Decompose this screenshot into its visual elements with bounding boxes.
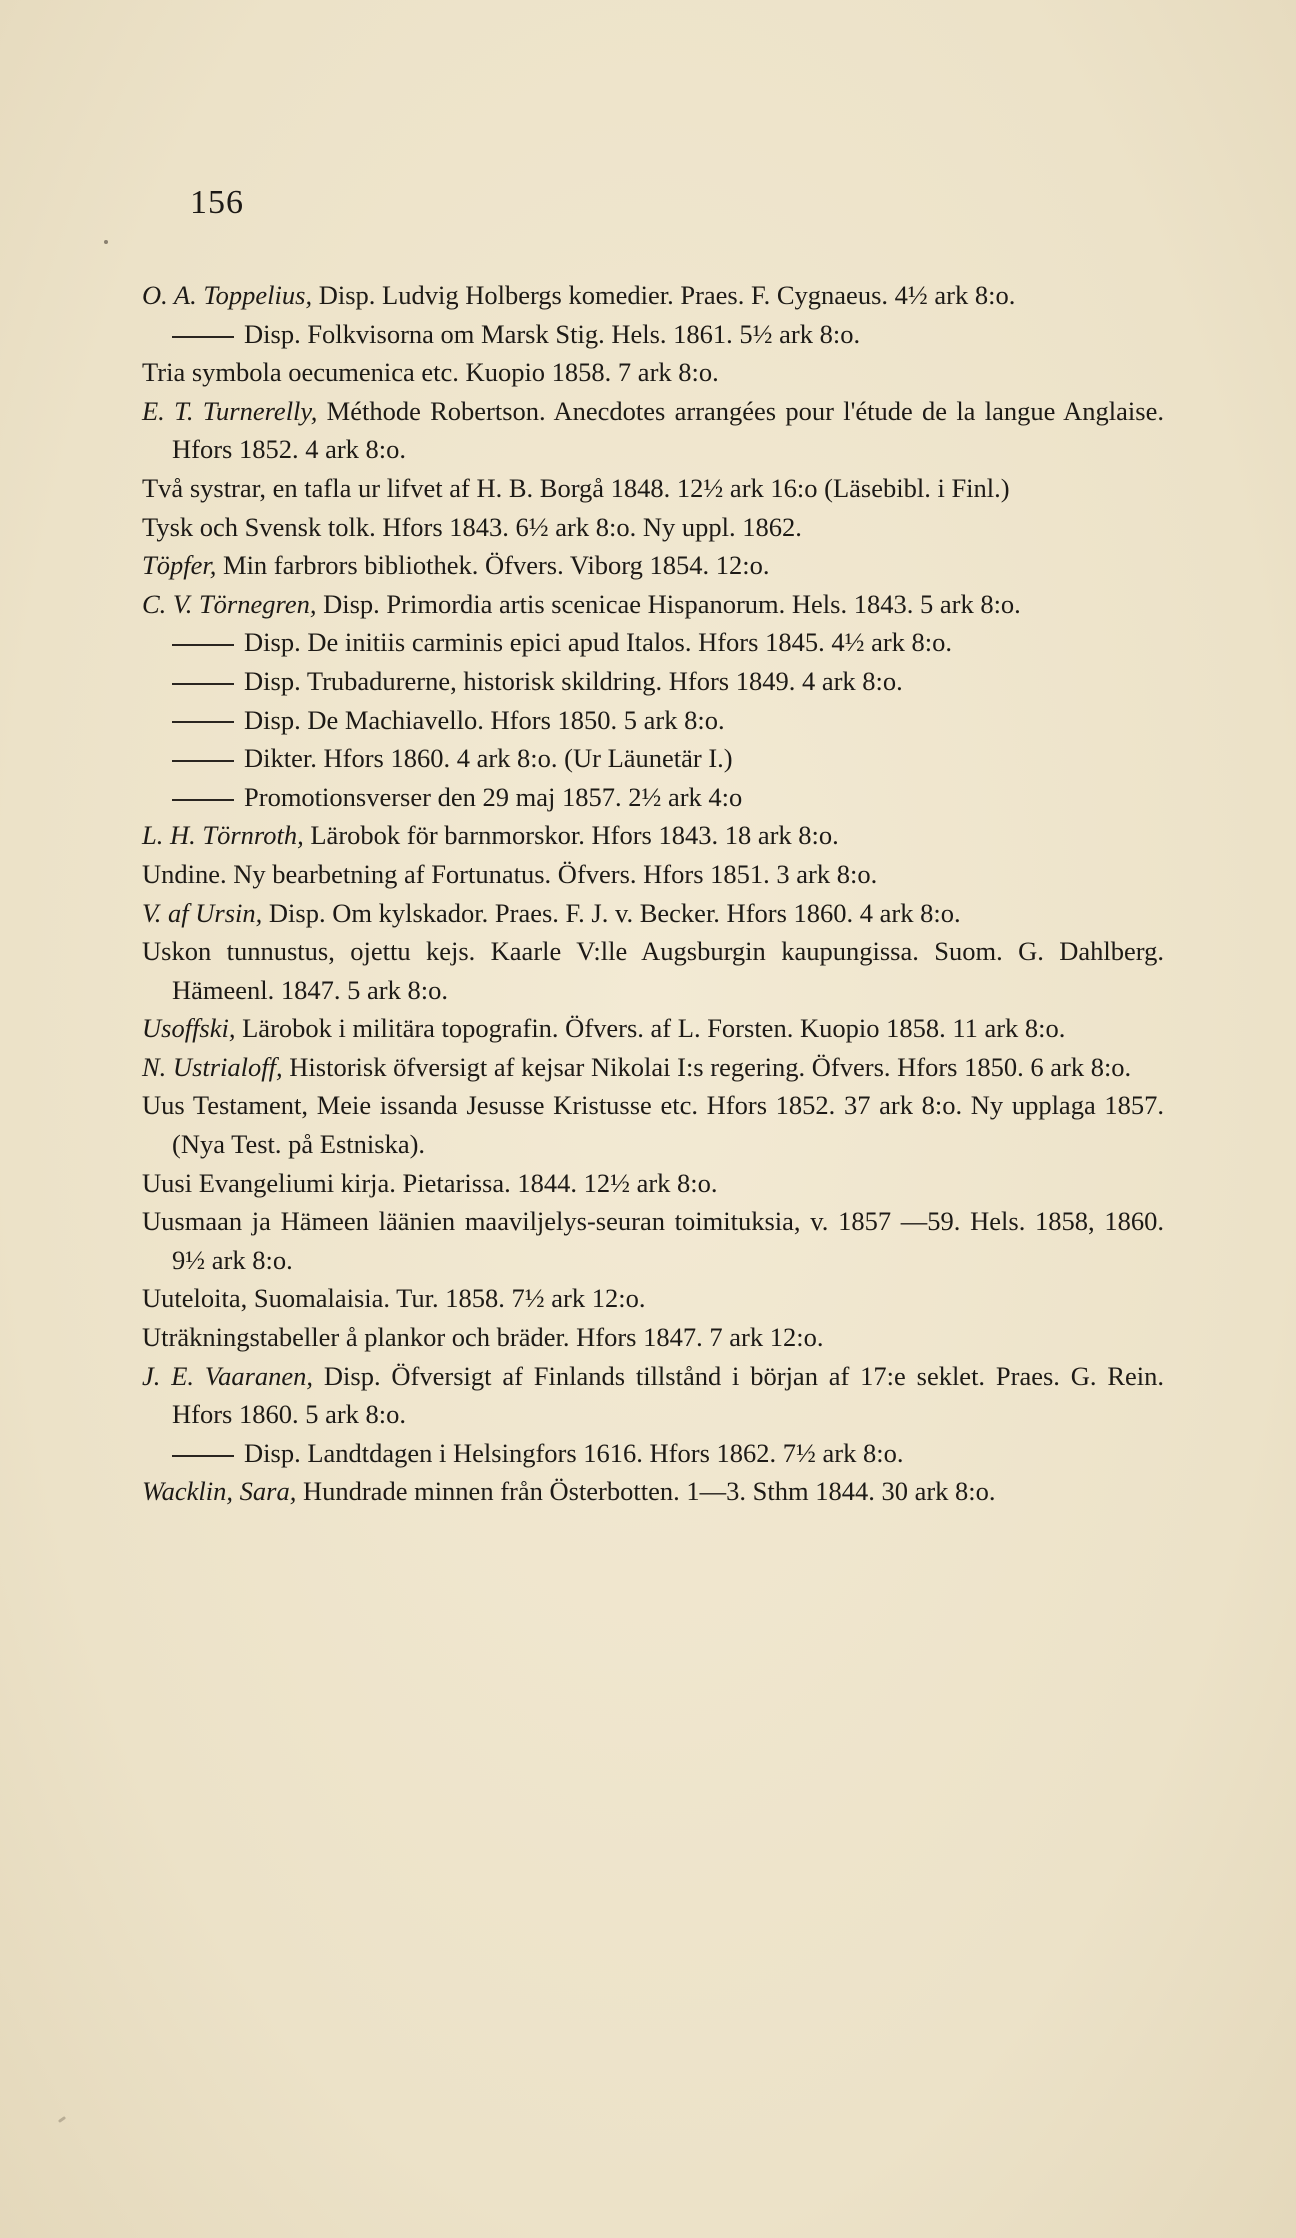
- entry-text: Disp. Öfversigt af Finlands tillstånd i början af 17:e seklet. Praes. G. Rein. Hfors 1860. 5 ark 8:o.: [172, 1360, 1164, 1430]
- entry-author: Usoffski,: [142, 1013, 236, 1044]
- bibliography-entry: [142, 1318, 1164, 1357]
- ditto-dash: [172, 644, 234, 646]
- entry-text: Disp. Primordia artis scenicae Hispanorum. Hels. 1843. 5 ark 8:o.: [323, 588, 1021, 619]
- bibliography-entry: [142, 315, 1164, 354]
- bibliography-entry: [142, 1048, 1164, 1087]
- bibliography-entry: [142, 469, 1164, 508]
- print-speck: [104, 240, 108, 244]
- ditto-dash: [172, 721, 234, 723]
- bibliography-entry: [142, 1164, 1164, 1203]
- entry-author: V. af Ursin,: [142, 897, 263, 928]
- bibliography-entry: [142, 778, 1164, 817]
- entry-author: Wacklin, Sara,: [142, 1476, 297, 1507]
- bibliography-entry: [142, 585, 1164, 624]
- bibliography-entry: [142, 546, 1164, 585]
- bibliography-entry: [142, 1009, 1164, 1048]
- entry-author: E. T. Turnerelly,: [142, 395, 318, 426]
- paper-smudge: [58, 2116, 66, 2123]
- bibliography-entry: [142, 662, 1164, 701]
- ditto-dash: [172, 799, 234, 801]
- bibliography-entry: [142, 1202, 1164, 1279]
- bibliography-entry: [142, 623, 1164, 662]
- entry-text: Disp. Trubadurerne, historisk skildring. Hfors 1849. 4 ark 8:o.: [244, 665, 903, 696]
- entry-text: Min farbrors bibliothek. Öfvers. Viborg 1854. 12:o.: [223, 550, 770, 581]
- bibliography-entry: [142, 1357, 1164, 1434]
- bibliography-entry: [142, 816, 1164, 855]
- entry-text: Disp. Landtdagen i Helsingfors 1616. Hfors 1862. 7½ ark 8:o.: [244, 1437, 904, 1468]
- bibliography-entry: [142, 353, 1164, 392]
- entry-text: Historisk öfversigt af kejsar Nikolai I:s regering. Öfvers. Hfors 1850. 6 ark 8:o.: [289, 1051, 1132, 1082]
- entry-text: Disp. De Machiavello. Hfors 1850. 5 ark 8:o.: [244, 704, 725, 735]
- bibliography-entry: [142, 1279, 1164, 1318]
- bibliography-entry: [142, 508, 1164, 547]
- entry-author: N. Ustrialoff,: [142, 1051, 283, 1082]
- entry-text: Lärobok i militära topografin. Öfvers. af L. Forsten. Kuopio 1858. 11 ark 8:o.: [242, 1013, 1066, 1044]
- entry-text: Uuteloita, Suomalaisia. Tur. 1858. 7½ ark 12:o.: [142, 1283, 646, 1314]
- entry-author: J. E. Vaaranen,: [142, 1360, 314, 1391]
- entry-author: C. V. Törnegren,: [142, 588, 317, 619]
- entry-text: Dikter. Hfors 1860. 4 ark 8:o. (Ur Läunetär I.): [244, 743, 733, 774]
- bibliography-entry: [142, 1434, 1164, 1473]
- entry-text: Hundrade minnen från Österbotten. 1—3. Sthm 1844. 30 ark 8:o.: [302, 1476, 996, 1507]
- bibliography-entry: [142, 1086, 1164, 1163]
- entry-text: Undine. Ny bearbetning af Fortunatus. Öfvers. Hfors 1851. 3 ark 8:o.: [142, 858, 878, 889]
- entry-text: Lärobok för barnmorskor. Hfors 1843. 18 ark 8:o.: [310, 820, 839, 851]
- entry-text: Uusmaan ja Hämeen läänien maaviljelys-seuran toimituksia, v. 1857 —59. Hels. 1858, 1860. 9½ ark 8:o.: [142, 1206, 1164, 1275]
- ditto-dash: [172, 1455, 234, 1457]
- ditto-dash: [172, 683, 234, 685]
- bibliography-entry: [142, 739, 1164, 778]
- entry-text: Tysk och Svensk tolk. Hfors 1843. 6½ ark 8:o. Ny uppl. 1862.: [142, 511, 802, 542]
- entry-text: Uträkningstabeller å plankor och bräder. Hfors 1847. 7 ark 12:o.: [142, 1322, 824, 1353]
- entry-text: Tria symbola oecumenica etc. Kuopio 1858. 7 ark 8:o.: [142, 357, 719, 388]
- bibliography-entry: [142, 855, 1164, 894]
- entry-text: Disp. De initiis carminis epici apud Italos. Hfors 1845. 4½ ark 8:o.: [244, 627, 953, 658]
- entry-text: Disp. Folkvisorna om Marsk Stig. Hels. 1861. 5½ ark 8:o.: [244, 318, 861, 349]
- entry-author: O. A. Toppelius,: [142, 280, 313, 310]
- entry-text: Uusi Evangeliumi kirja. Pietarissa. 1844. 12½ ark 8:o.: [142, 1167, 718, 1198]
- entry-text: Disp. Ludvig Holbergs komedier. Praes. F. Cygnaeus. 4½ ark 8:o.: [318, 280, 1016, 310]
- bibliography-entry: [142, 1472, 1164, 1511]
- entry-text: Två systrar, en tafla ur lifvet af H. B. Borgå 1848. 12½ ark 16:o (Läsebibl. i Finl.): [142, 472, 1010, 503]
- ditto-dash: [172, 336, 234, 338]
- bibliography-entry: [142, 276, 1164, 315]
- entry-text: Uus Testament, Meie issanda Jesusse Kristusse etc. Hfors 1852. 37 ark 8:o. Ny upplaga 1857. (Nya Test. på Estniska).: [142, 1090, 1164, 1160]
- entry-text: Méthode Robertson. Anecdotes arrangées pour l'étude de la langue Anglaise. Hfors 1852. 4 ark 8:o.: [172, 395, 1164, 465]
- entry-author: Töpfer,: [142, 550, 217, 581]
- bibliography-entry: [142, 894, 1164, 933]
- entry-author: L. H. Törnroth,: [142, 820, 304, 851]
- bibliography-list: [142, 276, 1164, 1511]
- bibliography-entry: [142, 392, 1164, 469]
- entry-text: Promotionsverser den 29 maj 1857. 2½ ark 4:o: [244, 781, 743, 812]
- ditto-dash: [172, 760, 234, 762]
- entry-text: Uskon tunnustus, ojettu kejs. Kaarle V:lle Augsburgin kaupungissa. Suom. G. Dahlberg. Hämeenl. 1847. 5 ark 8:o.: [142, 936, 1164, 1005]
- page-number: 156: [190, 184, 244, 221]
- bibliography-entry: [142, 932, 1164, 1009]
- bibliography-entry: [142, 701, 1164, 740]
- entry-text: Disp. Om kylskador. Praes. F. J. v. Becker. Hfors 1860. 4 ark 8:o.: [268, 897, 961, 928]
